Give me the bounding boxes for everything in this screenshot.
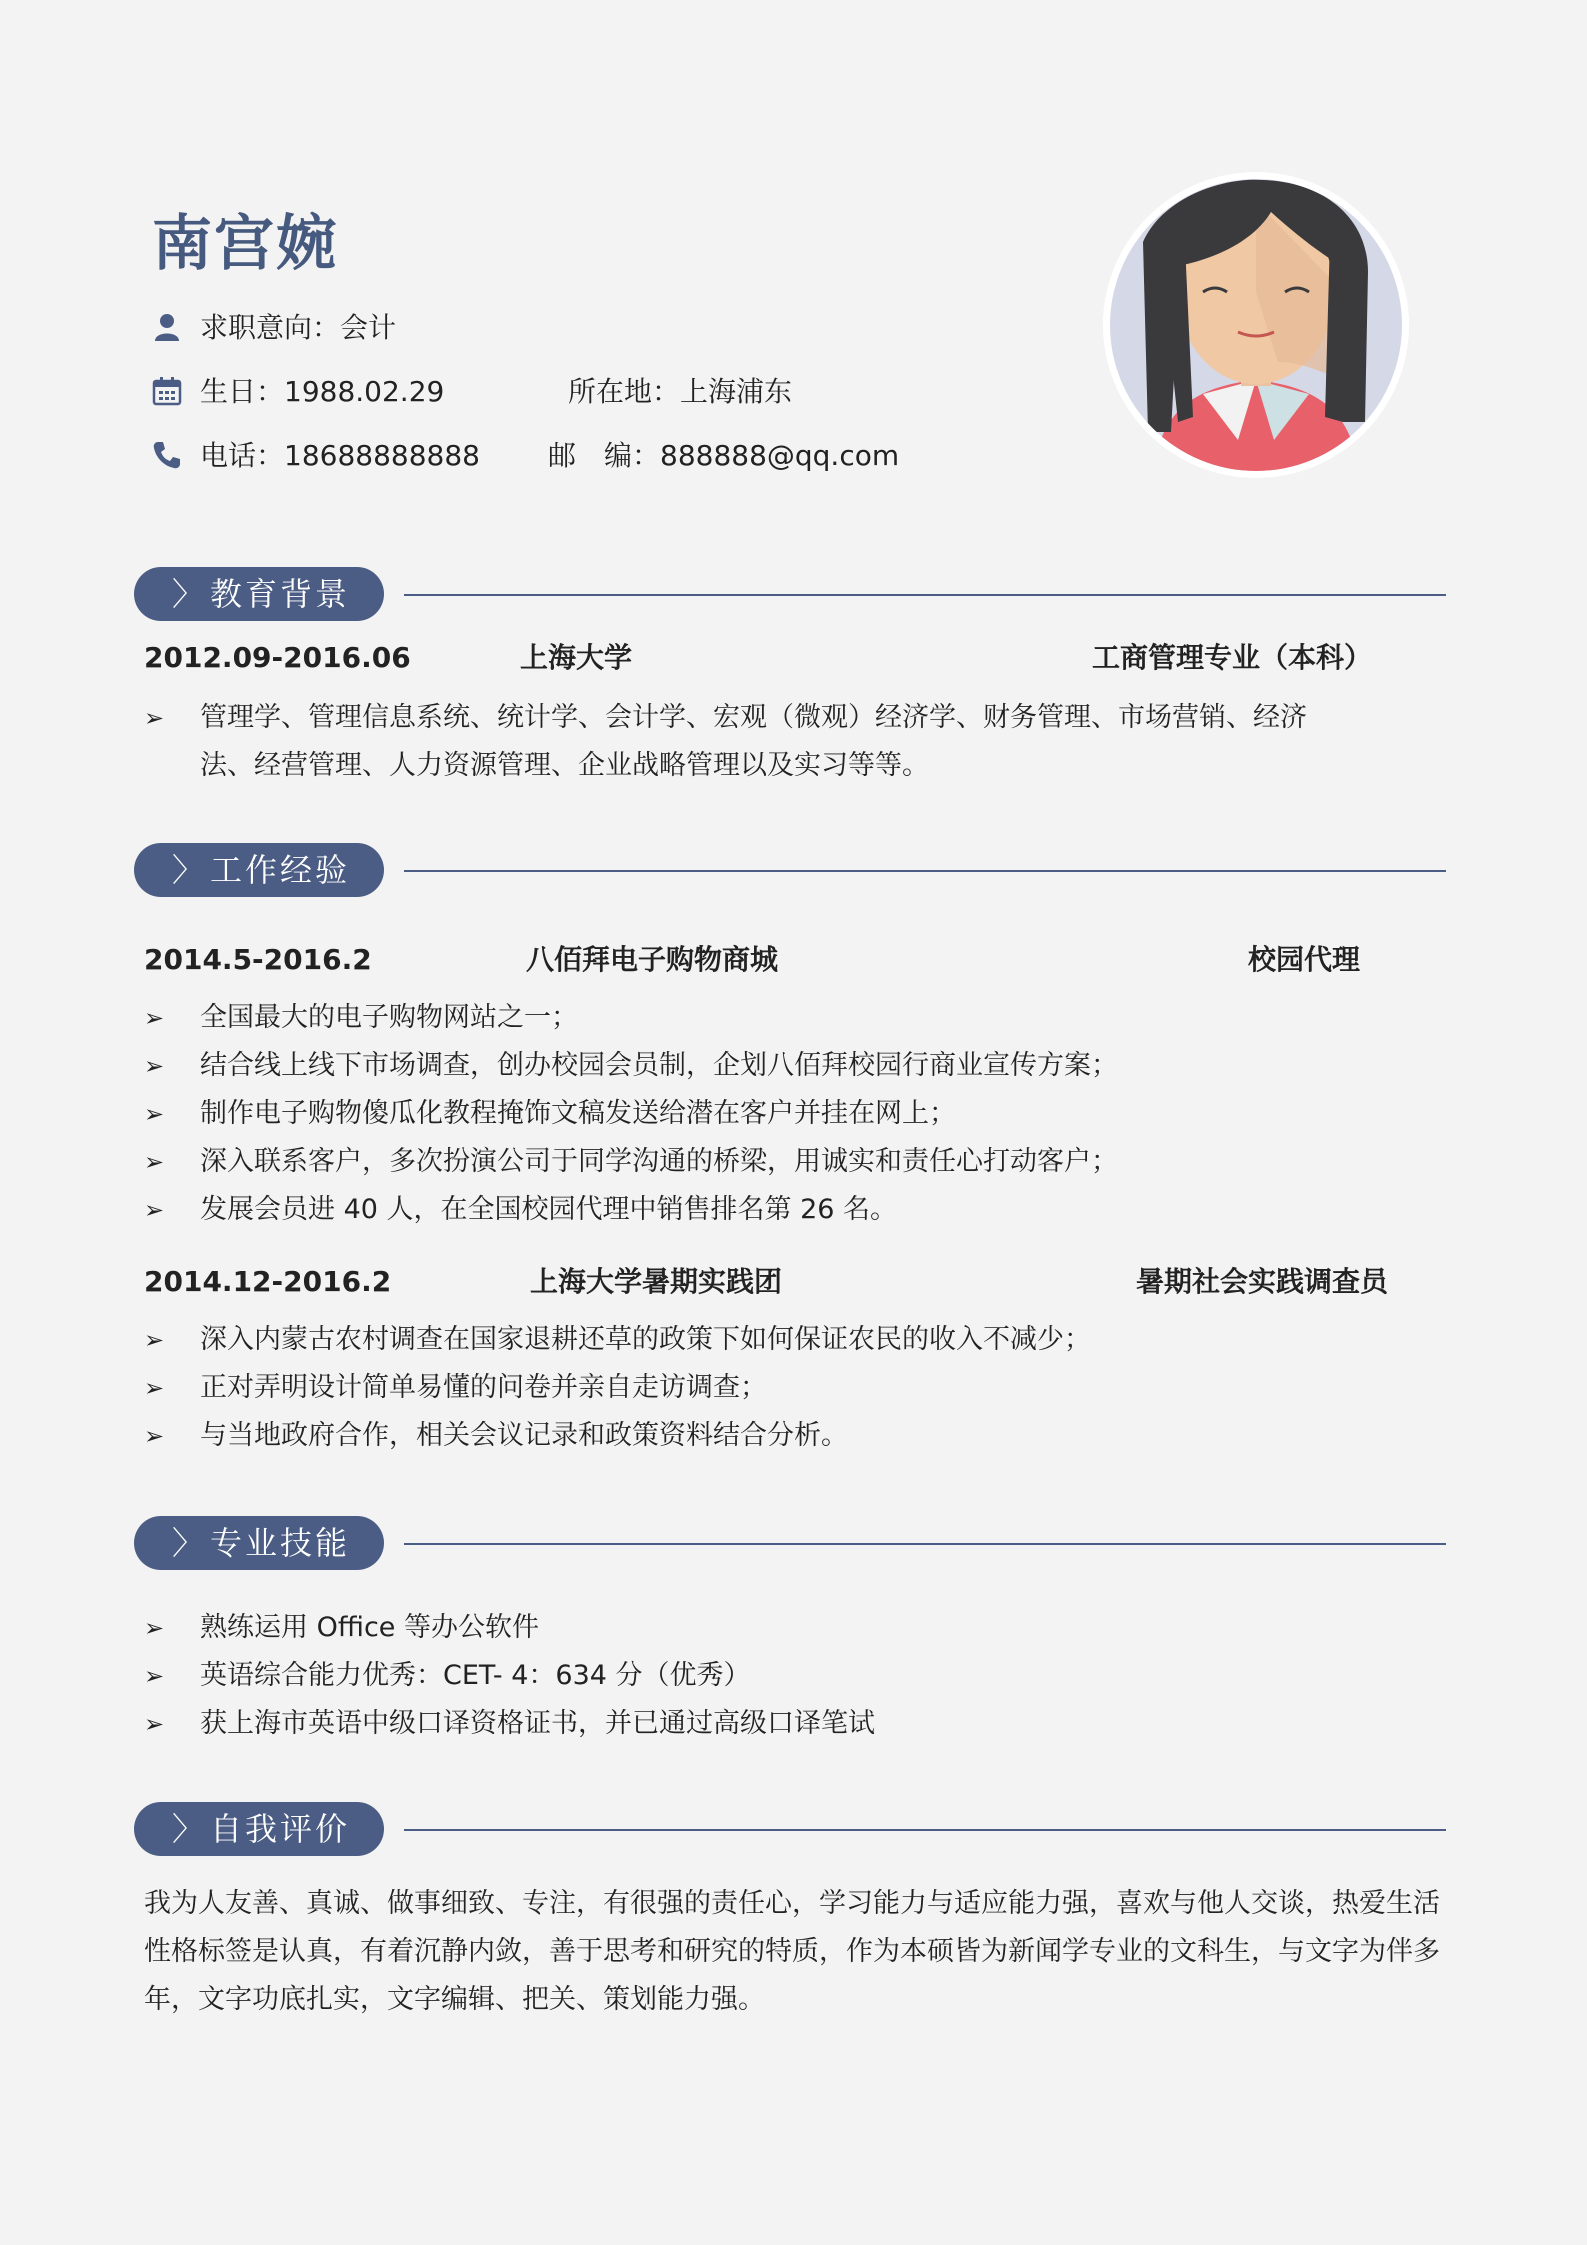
education-major: 工商管理专业（本科） [1092, 641, 1373, 674]
job-period: 2014.12-2016.2 [144, 1265, 392, 1298]
self-evaluation-text: 我为人友善、真诚、做事细致、专注，有很强的责任心，学习能力与适应能力强，喜欢与他人交谈，热爱生活性格标签是认真，有着沉静内敛，善于思考和研究的特质，作为本硕皆为新闻学专业的文科生，与文字为伴多年，文字功底扎实，文字编辑、把关、策划能力强。 [144, 1888, 1440, 2015]
list-item [144, 1652, 1444, 1700]
phone-icon [152, 440, 182, 470]
job-company: 八佰拜电子购物商城 [526, 943, 779, 976]
section-divider [404, 1543, 1446, 1545]
bullet-arrow-icon: ➢ [144, 1614, 165, 1642]
job-intent: 求职意向：会计 [200, 311, 397, 344]
work-title: 工作经验 [210, 851, 351, 889]
education-courses: 管理学、管理信息系统、统计学、会计学、宏观（微观）经济学、财务管理、市场营销、经济法、经营管理、人力资源管理、企业战略管理以及实习等等。 [200, 702, 1307, 781]
job-duties-list [144, 994, 1444, 1234]
list-item [144, 694, 1340, 790]
avatar [1103, 172, 1409, 478]
bullet-arrow-icon: ➢ [144, 1710, 165, 1738]
skills-pill [134, 1516, 384, 1570]
job-duty: 与当地政府合作，相关会议记录和政策资料结合分析。 [200, 1420, 848, 1451]
bullet-arrow-icon: ➢ [144, 1100, 165, 1128]
list-item [144, 1138, 1444, 1186]
list-item [144, 994, 1444, 1042]
job-role: 暑期社会实践调查员 [1136, 1265, 1389, 1298]
bullet-arrow-icon: ➢ [144, 1662, 165, 1690]
avatar-illustration [1103, 172, 1409, 478]
skills-title: 专业技能 [210, 1524, 351, 1562]
job-duty: 结合线上线下市场调查，创办校园会员制，企划八佰拜校园行商业宣传方案； [200, 1050, 1118, 1081]
chevron-right-icon: 〉 [172, 1810, 205, 1848]
birthday: 生日：1988.02.29 [200, 375, 445, 408]
job-duties-list [144, 1316, 1444, 1460]
phone: 电话：18688888888 [200, 439, 480, 472]
list-item [144, 1604, 1444, 1652]
list-item [144, 1186, 1444, 1234]
education-pill [134, 567, 384, 621]
job-duty: 制作电子购物傻瓜化教程掩饰文稿发送给潜在客户并挂在网上； [200, 1098, 956, 1129]
bullet-arrow-icon: ➢ [144, 1196, 165, 1224]
job-duty: 深入联系客户，多次扮演公司于同学沟通的桥梁，用诚实和责任心打动客户； [200, 1146, 1118, 1177]
self-pill [134, 1802, 384, 1856]
job-duty: 深入内蒙古农村调查在国家退耕还草的政策下如何保证农民的收入不减少； [200, 1324, 1091, 1355]
person-icon [152, 312, 182, 342]
work-section-header [134, 843, 1446, 897]
education-title: 教育背景 [210, 575, 351, 613]
skill-item: 熟练运用 Office 等办公软件 [200, 1612, 539, 1643]
skills-list [144, 1604, 1444, 1748]
bullet-arrow-icon: ➢ [144, 704, 165, 732]
job-role: 校园代理 [1248, 943, 1361, 976]
job-duty: 正对弄明设计简单易懂的问卷并亲自走访调查； [200, 1372, 767, 1403]
chevron-right-icon: 〉 [172, 851, 205, 889]
list-item [144, 1316, 1444, 1364]
bullet-arrow-icon: ➢ [144, 1326, 165, 1354]
job-duty: 发展会员进 40 人，在全国校园代理中销售排名第 26 名。 [200, 1194, 898, 1225]
skills-section-header [134, 1516, 1446, 1570]
education-courses-list [144, 694, 1344, 790]
bullet-arrow-icon: ➢ [144, 1052, 165, 1080]
section-divider [404, 1829, 1446, 1831]
self-section-header [134, 1802, 1446, 1856]
bullet-arrow-icon: ➢ [144, 1004, 165, 1032]
skill-item: 英语综合能力优秀：CET- 4：634 分（优秀） [200, 1660, 751, 1691]
job-entry-header [144, 1262, 1444, 1302]
bullet-arrow-icon: ➢ [144, 1422, 165, 1450]
email: 邮 编：888888@qq.com [548, 439, 900, 472]
chevron-right-icon: 〉 [172, 1524, 205, 1562]
job-company: 上海大学暑期实践团 [530, 1265, 783, 1298]
job-period: 2014.5-2016.2 [144, 943, 372, 976]
section-divider [404, 870, 1446, 872]
list-item [144, 1412, 1444, 1460]
job-entry-header [144, 940, 1444, 980]
education-section-header [134, 567, 1446, 621]
candidate-name: 南宫婉 [152, 209, 338, 279]
list-item [144, 1042, 1444, 1090]
list-item [144, 1700, 1444, 1748]
location: 所在地：上海浦东 [568, 375, 793, 408]
list-item [144, 1090, 1444, 1138]
bullet-arrow-icon: ➢ [144, 1374, 165, 1402]
work-pill [134, 843, 384, 897]
bullet-arrow-icon: ➢ [144, 1148, 165, 1176]
education-period: 2012.09-2016.06 [144, 641, 411, 674]
calendar-icon [152, 376, 182, 406]
self-title: 自我评价 [210, 1810, 351, 1848]
skill-item: 获上海市英语中级口译资格证书，并已通过高级口译笔试 [200, 1708, 875, 1739]
job-duty: 全国最大的电子购物网站之一； [200, 1002, 578, 1033]
list-item [144, 1364, 1444, 1412]
education-entry-header [144, 638, 1444, 678]
section-divider [404, 594, 1446, 596]
education-school: 上海大学 [520, 641, 633, 674]
chevron-right-icon: 〉 [172, 575, 205, 613]
